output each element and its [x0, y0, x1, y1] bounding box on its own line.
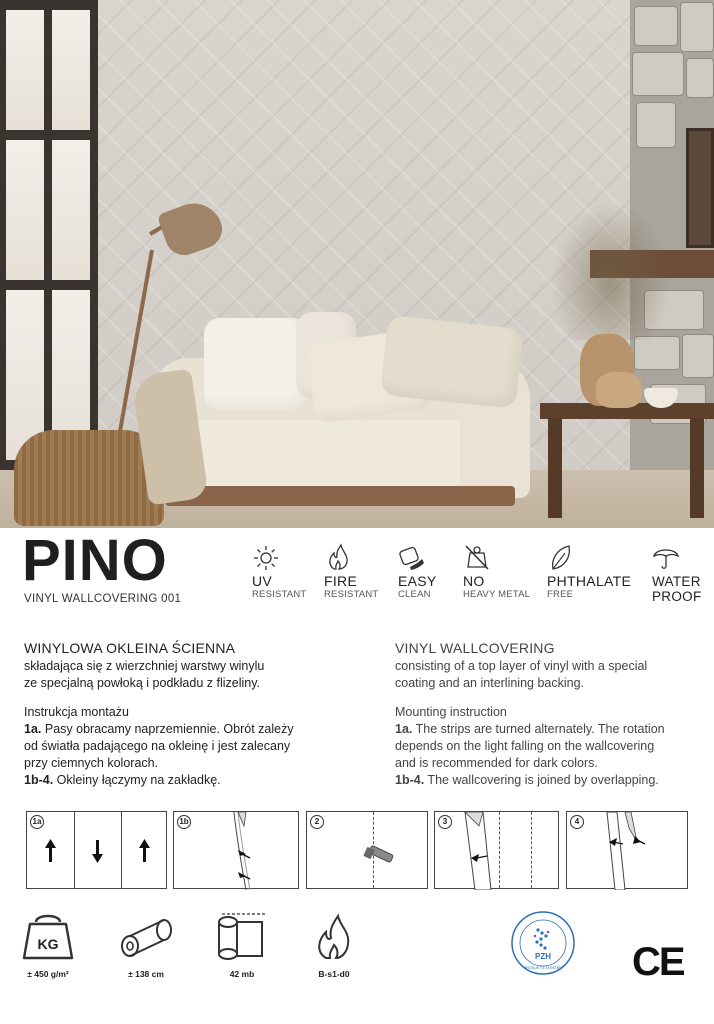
english-step-1b4	[395, 772, 714, 789]
roll-length-icon	[214, 912, 270, 960]
side-table-leg	[548, 418, 562, 518]
feature-line2: RESISTANT	[252, 589, 307, 600]
english-description-1: consisting of a top layer of vinyl with a special	[395, 659, 648, 673]
feature-easy-clean	[398, 543, 437, 601]
leaf-icon	[547, 543, 575, 571]
window	[0, 0, 98, 470]
feature-line1: EASY	[398, 573, 437, 589]
diagram-1a	[26, 811, 167, 889]
feature-line1: NO	[463, 573, 485, 589]
english-step-1a-cont: depends on the light falling on the wallcovering	[395, 739, 655, 753]
overlap-strip-icon	[174, 812, 300, 890]
seal-text: PZH	[535, 952, 551, 961]
feature-line2: PROOF	[652, 589, 702, 604]
spec-fire-class	[308, 912, 360, 979]
weight-icon-text: KG	[37, 936, 59, 952]
diagram-label: 1b	[177, 815, 191, 829]
spec-roll-width	[118, 912, 174, 979]
step-text: The wallcovering is joined by overlapping.	[424, 773, 659, 787]
feature-phthalate-free	[547, 543, 631, 601]
vase	[596, 372, 642, 408]
roll-width-icon	[118, 912, 174, 960]
description-english	[395, 640, 714, 789]
umbrella-icon	[652, 543, 680, 571]
english-mounting-heading: Mounting instruction	[395, 705, 507, 719]
pillow	[204, 318, 308, 410]
diagram-label: 2	[310, 815, 324, 829]
polish-step-1a-cont: od światła padającego na okleinę i jest zalecany	[24, 739, 291, 753]
step-key: 1a.	[395, 722, 413, 736]
sofa-base	[165, 486, 515, 506]
feature-line2: FREE	[547, 589, 574, 600]
remove-excess-icon	[567, 812, 689, 890]
feature-line1: PHTHALATE	[547, 573, 632, 589]
fire-class-icon	[308, 912, 360, 960]
feature-line1: WATER	[652, 574, 701, 589]
pillow	[380, 315, 524, 409]
step-text: The strips are turned alternately. The rotation	[412, 722, 665, 736]
feature-water-proof	[652, 543, 702, 604]
spec-caption: B-s1-d0	[318, 969, 350, 979]
feature-line1: UV	[252, 573, 273, 589]
polish-step-1a-cont: przy ciemnych kolorach.	[24, 756, 159, 770]
english-heading: VINYL WALLCOVERING	[395, 640, 555, 656]
diagram-label: 3	[438, 815, 452, 829]
spec-caption: ± 138 cm	[128, 969, 164, 979]
spec-caption: ± 450 g/m²	[27, 969, 69, 979]
polish-description-2: ze specjalną powłoką i podkładu z flizeliny.	[24, 676, 261, 690]
diagram-2	[306, 811, 428, 889]
alternating-arrows-icon	[27, 812, 168, 890]
english-description-2: coating and an interlining backing.	[395, 676, 585, 690]
spec-weight	[22, 912, 74, 979]
feature-uv	[252, 543, 306, 601]
no-heavy-metal-icon	[463, 543, 491, 571]
seal-bottom-text: PRODUKT Z ATESTEM	[523, 966, 563, 970]
picture-frame	[686, 128, 714, 248]
feature-no-heavy-metal	[463, 543, 530, 601]
description-polish	[24, 640, 344, 789]
polish-heading: WINYLOWA OKLEINA ŚCIENNA	[24, 640, 236, 656]
step-key: 1b-4.	[24, 773, 54, 787]
feature-line2: CLEAN	[398, 589, 431, 600]
spec-caption: 42 mb	[229, 969, 255, 979]
ce-mark: CE	[632, 940, 684, 984]
weight-icon	[22, 912, 74, 960]
feature-fire	[324, 543, 378, 601]
diagram-label: 1a	[30, 815, 44, 829]
diagram-1b	[173, 811, 299, 889]
step-text: Okleiny łączymy na zakładkę.	[53, 773, 221, 787]
product-subtitle: VINYL WALLCOVERING 001	[24, 593, 182, 605]
product-title: PINO	[22, 528, 168, 593]
feature-line2: HEAVY METAL	[463, 589, 531, 600]
diagram-3	[434, 811, 559, 889]
english-step-1a-cont: and is recommended for dark colors.	[395, 756, 598, 770]
polish-mounting-heading: Instrukcja montażu	[24, 705, 129, 719]
cut-strip-icon	[435, 812, 560, 890]
feature-line2: RESISTANT	[324, 589, 379, 600]
step-text: Pasy obracamy naprzemiennie. Obrót zależy	[41, 722, 294, 736]
plant	[550, 200, 670, 340]
sofa-seat	[175, 420, 495, 490]
feature-line1: FIRE	[324, 573, 358, 589]
pzh-certificate-seal	[510, 910, 576, 976]
step-key: 1b-4.	[395, 773, 425, 787]
seam-roller-icon	[307, 812, 429, 890]
spec-roll-length	[214, 912, 270, 979]
flame-icon	[324, 543, 352, 571]
polish-step-1a	[24, 721, 344, 738]
sun-icon	[252, 543, 280, 571]
polish-description-1: składająca się z wierzchniej warstwy winylu	[24, 659, 265, 673]
polish-step-1b4	[24, 772, 344, 789]
english-step-1a	[395, 721, 714, 738]
sponge-icon	[398, 543, 426, 571]
side-table-leg	[690, 418, 704, 518]
diagram-label: 4	[570, 815, 584, 829]
diagram-4	[566, 811, 688, 889]
step-key: 1a.	[24, 722, 42, 736]
